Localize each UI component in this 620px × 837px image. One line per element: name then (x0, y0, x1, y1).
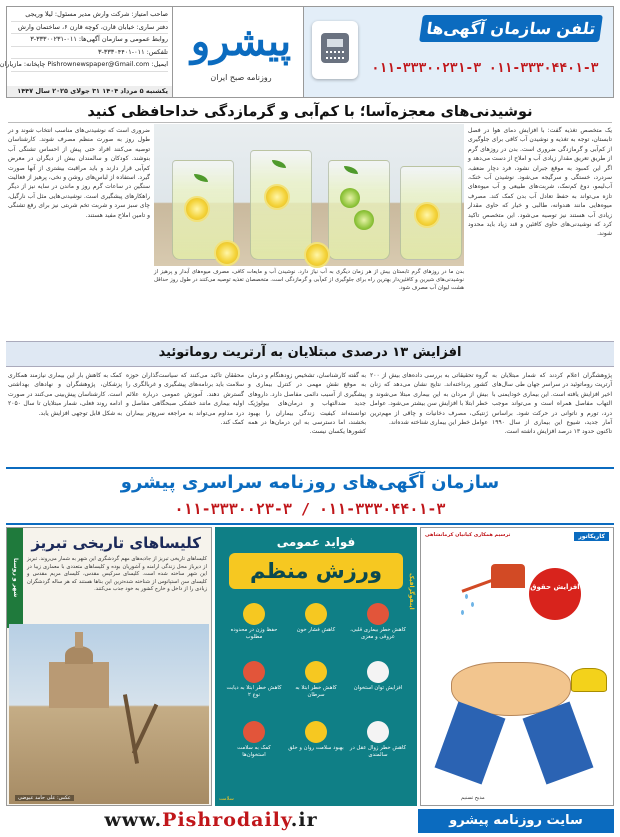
article-body-column: یک متخصص تغذیه گفت: با افزایش دمای هوا در فصل تابستان، توجه به تغذیه و نوشیدن آب کافی برای جلوگیری از کم‌آبی و گرمازدگی ضروری است. بدن در روزهای گرم از طریق تعریق مقدار زیادی آب و املاح از دست می‌دهد و اگر این کمبود به موقع جبران نشود، فرد دچار ضعف، سردرد، خستگی و سرگیجه می‌شود. نوشیدن آب خنک، آب‌لیمو، دوغ کم‌نمک، شربت‌های طبیعی و آب میوه‌های تازه می‌تواند به حفظ تعادل آب بدن کمک کند. مصرف میوه‌هایی مانند هندوانه، طالبی و خیار که حاوی مقدار زیادی آب هستند نیز توصیه می‌شود. این متخصص تاکید کرد که نوشیدنی‌های حاوی کافئین و قند زیاد باید محدود شوند. (468, 127, 612, 238)
infographic-tag: اینفوگرافیک (408, 573, 415, 610)
cartoon-panel (420, 527, 614, 806)
infographic-subtitle: ورزش منظم (229, 553, 403, 589)
ad-banner-title: سازمان آگهی‌های روزنامه سراسری پیشرو (120, 472, 500, 493)
lemon-slice (304, 242, 330, 268)
issue-date: یکشنبه ۵ مرداد ۱۴۰۴ ۳۱ جولای ۲۰۲۵ سال ۱۴۴۷ (7, 86, 172, 98)
photo-caption: بدن ما در روزهای گرم تابستان بیش از هر زمان دیگری به آب نیاز دارد. نوشیدن آب و مایعات کافی، مصرف میوه‌های آبدار و پرهیز از نوشیدنی‌های شیرین و کافئین‌دار بهترین راه برای جلوگیری از کم‌آبی و گرمازدگی است. متخصصان تغذیه توصیه می‌کنند در طول روز حداقل هشت لیوان آب مصرف شود. (154, 269, 464, 291)
benefit-label: کاهش فشار خون (296, 627, 336, 633)
cartoon-artist: مدیح تسنیم (461, 795, 485, 801)
ad-banner[interactable] (6, 467, 614, 525)
lemon-slice (414, 202, 440, 228)
church-tower (75, 632, 83, 648)
infographic-title: فواید عمومی (276, 535, 356, 549)
ad-banner-numbers: ۰۱۱-۳۳۳۰۰۲۳-۳ / ۰۱۱-۳۳۳۰۴۴۰۱-۳ (174, 500, 446, 518)
benefit-label: کاهش خطر ابتلا به سرطان (295, 685, 337, 698)
article-body-column: پژوهشگران اعلام کردند که شمار مبتلایان به آرتریت روماتوئید در سراسر جهان طی سال‌های اخیر افزایش یافته است. این بیماری خودایمنی با التهاب مفاصل همراه است و می‌تواند موجب درد، تورم و ناتوانی در حرکت شود. براساس آمار جدید، شیوع این بیماری از سال ۱۹۹۰ تاکنون حدود ۱۳ درصد افزایش داشته است. (492, 372, 612, 436)
lime-slice (340, 188, 360, 208)
elderly-icon (367, 721, 389, 743)
article-body-column: محققان تاکید می‌کنند که سیاست‌گذاران حوزه سلامت باید برنامه‌های پیشگیری و غربالگری را گسترش دهند. آموزش عمومی درباره علائم اولیه بیماری مانند خشکی صبحگاهی مفاصل و درد مداوم می‌تواند به مراجعه سریع‌تر بیماران کمک کند. (126, 372, 244, 427)
logo-subtitle: روزنامه صبح ایران (210, 73, 272, 82)
church-dome (65, 646, 93, 664)
watering-can-spout (462, 578, 495, 592)
article-body-column: ضروری است که نوشیدنی‌های مناسب انتخاب شوند و در طول روز به صورت منظم مصرف شوند. کارشناسان توصیه می‌کنند افراد حتی پیش از احساس تشنگی آب بنوشند. کودکان و سالمندان بیش از دیگران در معرض کم‌آبی قرار دارند و باید مراقبت بیشتری از آنها صورت گیرد. استفاده از لباس‌های روشن و نخی، پرهیز از فعالیت سنگین در ساعات گرم روز و ماندن در سایه نیز از دیگر راهکارهای پیشگیری است. نوشیدنی‌هایی مثل آب نارگیل، چای سبز سرد و شربت تخم شربتی نیز برای رفع تشنگی و تامین املاح مفید هستند. (8, 127, 150, 219)
masthead (0, 6, 614, 98)
smile-icon (305, 721, 327, 743)
footer (6, 809, 614, 833)
benefit-label: کاهش خطر ابتلا به دیابت نوع ۲ (226, 685, 282, 698)
benefit-label: کاهش خطر بیماری قلبی، عروقی و مغزی (350, 627, 406, 640)
heart-pulse-icon (305, 603, 327, 625)
article-body-column: به گفته کارشناسان، تشخیص زودهنگام و درمان به موقع نقش مهمی در کنترل بیماری و پیشگیری از آسیب دائمی مفاصل دارد. داروهای جدید ضدالتهاب و درمان‌های بیولوژیک توانسته‌اند کیفیت زندگی بیماران را بهبود بخشند، اما دسترسی به این درمان‌ها در همه کشورها یکسان نیست. (248, 372, 366, 436)
dry-tree (132, 704, 158, 755)
church-building (49, 662, 109, 708)
imprint-line: تلفکس: ۰۱۱-۳۳۳۰۴۴۰۱-۳ (11, 47, 168, 60)
church-photo (9, 624, 209, 804)
churches-title[interactable]: کلیساهای تاریخی تبریز (31, 534, 201, 552)
imprint-line: دفتر ساری: خیابان قارن، کوچه قارن ۶، ساختمان وارش (11, 22, 168, 35)
website-link[interactable] (6, 809, 416, 831)
benefit-label: افزایش توان استخوان (353, 685, 403, 691)
dry-tree (123, 694, 139, 764)
website-prefix: www. (104, 809, 163, 831)
article-body-column: گروه تحقیقاتی به بررسی داده‌های بیش از ۲۰۰ کشور پرداخته‌اند. نتایج نشان می‌دهد که زنان بیش از مردان به این بیماری مبتلا می‌شوند و خطر ابتلا با افزایش سن بیشتر می‌شود. عوامل ژنتیکی، مصرف دخانیات و چاقی از مهم‌ترین عوامل خطر این بیماری شناخته شده‌اند. (370, 372, 488, 427)
telephone-icon (312, 21, 358, 79)
benefit-item (225, 603, 283, 641)
ad-phone-title: تلفن سازمان آگهی‌ها (419, 15, 603, 42)
infographic-footer: سلامت (219, 796, 234, 802)
churches-panel (6, 527, 212, 806)
website-label: سایت روزنامه پیشرو (418, 809, 614, 833)
benefit-item (287, 721, 345, 752)
article-body-column: کمک به کاهش بار این بیماری نیازمند همکاری پزشکان، پژوهشگران و نهادهای بهداشتی است. کارشناسان پیش‌بینی می‌کنند در صورت ادامه روند فعلی، شمار مبتلایان تا سال ۲۰۵۰ به شکل قابل توجهی افزایش یابد. (8, 372, 122, 417)
hard-hat-icon (571, 668, 607, 692)
benefit-item (287, 661, 345, 699)
benefit-item (287, 603, 345, 634)
bone-icon (367, 661, 389, 683)
lemon-slice (214, 240, 240, 266)
website-suffix: .ir (290, 809, 318, 831)
scale-icon (243, 603, 265, 625)
water-drop-icon (465, 594, 468, 599)
imprint-box (0, 7, 173, 97)
benefit-item (349, 603, 407, 641)
newspaper-logo[interactable] (175, 11, 307, 95)
lemon-drinks-photo (154, 124, 464, 266)
watering-can-icon (491, 564, 525, 588)
imprint-email[interactable]: ایمیل: Pishrownewspaper@Gmail.com چاپخانه: مازیاران (11, 59, 168, 72)
lemon-slice (184, 196, 210, 222)
section-tag: شهر و روستا (7, 528, 23, 628)
benefit-item (225, 721, 283, 759)
churches-text: کلیساهای تاریخی تبریز از جاذبه‌های مهم گردشگری این شهر به شمار می‌روند. تبریز از دیرباز محل زندگی ارامنه و آشوریان بوده و کلیساهای متعددی با معماری زیبا در این شهر ساخته شده است. کلیسای سرکیس مقدس، کلیسای مریم مقدس و کلیسای سن استپانوس از شناخته شده‌ترین این بناها هستند که هر ساله گردشگران زیادی را از داخل و خارج کشور به خود جذب می‌کنند. (27, 556, 207, 593)
benefit-item (225, 661, 283, 699)
cartoon-credit: ترسیم همکاری کیانیان کرمانشاهی (425, 532, 511, 538)
sleeve (435, 702, 506, 785)
skeleton-icon (243, 721, 265, 743)
raise-sign: افزایش حقوق (529, 568, 581, 620)
ad-phone-box (303, 7, 613, 97)
exercise-infographic (215, 527, 417, 806)
water-drop-icon (461, 610, 464, 615)
ribbon-icon (305, 661, 327, 683)
benefit-label: کاهش خطر زوال عقل در سالمندی (349, 745, 407, 758)
water-drop-icon (471, 602, 474, 607)
ad-phone-numbers: ۰۱۱-۳۳۳۰۰۲۳۱-۳ ۰۱۱-۳۳۳۰۴۴۰۱-۳ (371, 61, 599, 76)
imprint-line: صاحب امتیاز: شرکت وارش مدیر مسئول: لیلا وریجی (11, 9, 168, 22)
cartoon-tag: کاریکاتور (574, 532, 609, 541)
benefit-item (349, 721, 407, 759)
brain-heart-icon (367, 603, 389, 625)
article-headline[interactable]: افزایش ۱۳ درصدی مبتلایان به آرتریت روماتوئید (158, 345, 462, 360)
benefit-label: کمک به سلامت استخوان‌ها (237, 745, 271, 758)
website-name: Pishrodaily (162, 809, 291, 831)
sleeve (523, 702, 594, 785)
article-headline[interactable]: نوشیدنی‌های معجزه‌آسا؛ با کم‌آبی و گرمازدگی خداحافظی کنید (87, 104, 533, 120)
glucose-meter-icon (243, 661, 265, 683)
benefit-label: بهبود سلامت روان و خلق (288, 745, 344, 751)
divider (8, 122, 612, 123)
lime-slice (354, 210, 374, 230)
photo-credit: عکس: علی حامد عیوضی (15, 795, 74, 801)
benefit-label: حفظ وزن در محدوده مطلوب (230, 627, 278, 640)
imprint-line: روابط عمومی و سازمان آگهی‌ها: ۰۱۱-۳۳۳۰۰۲۳۱-۳ (11, 34, 168, 47)
benefit-item (349, 661, 407, 692)
logo-text: پیشرو (190, 18, 292, 65)
lemon-slice (264, 184, 290, 210)
